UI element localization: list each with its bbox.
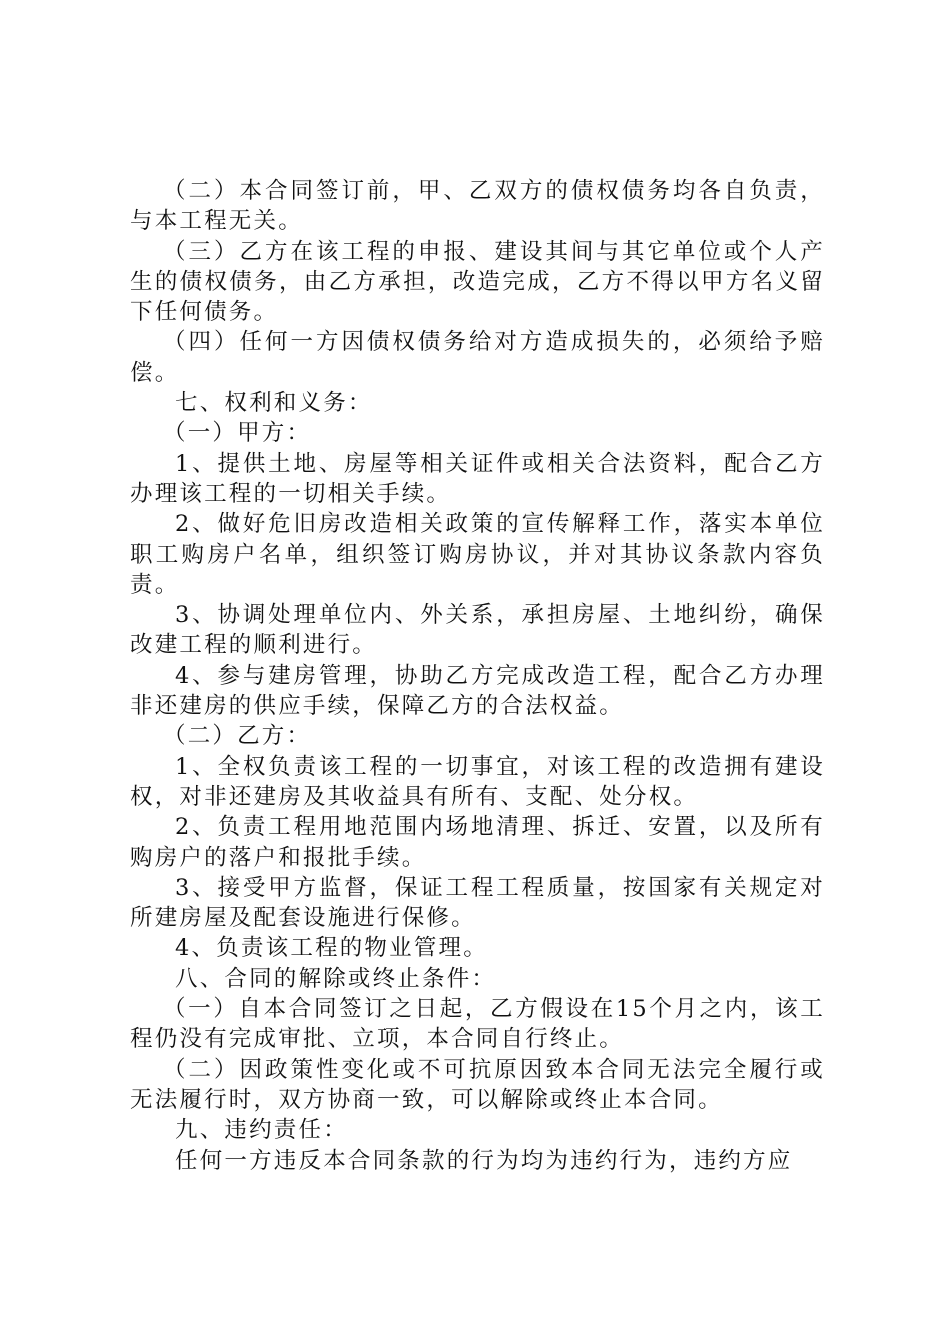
document-body bbox=[130, 176, 825, 1176]
paragraph-debt-clause-4: （四）任何一方因债权债务给对方造成损失的，必须给予赔偿。 bbox=[130, 329, 825, 386]
paragraph-party-a-item-4: 4、参与建房管理，协助乙方完成改造工程，配合乙方办理非还建房的供应手续，保障乙方的合法权益。 bbox=[130, 662, 825, 720]
paragraph-termination-clause-1: （一）自本合同签订之日起，乙方假设在15个月之内，该工程仍没有完成审批、立项，本合同自行终止。 bbox=[130, 996, 825, 1053]
paragraph-party-b-item-4: 4、负责该工程的物业管理。 bbox=[175, 935, 488, 962]
paragraph-party-a-item-1: 1、提供土地、房屋等相关证件或相关合法资料，配合乙方办理该工程的一切相关手续。 bbox=[130, 450, 825, 507]
section-heading-rights-obligations: 七、权利和义务： bbox=[175, 390, 373, 417]
paragraph-party-b-item-2: 2、负责工程用地范围内场地清理、拆迁、安置，以及所有购房户的落户和报批手续。 bbox=[130, 814, 825, 871]
paragraph-party-b-item-3: 3、接受甲方监督，保证工程工程质量，按国家有关规定对所建房屋及配套设施进行保修。 bbox=[130, 874, 825, 932]
subheading-party-a: （一）甲方： bbox=[163, 420, 312, 447]
paragraph-party-a-item-3: 3、协调处理单位内、外关系，承担房屋、土地纠纷，确保改建工程的顺利进行。 bbox=[130, 602, 825, 659]
paragraph-debt-clause-2: （二）本合同签订前，甲、乙双方的债权债务均各自负责，与本工程无关。 bbox=[130, 178, 825, 235]
paragraph-liability-text: 任何一方违反本合同条款的行为均为违约行为，违约方应 bbox=[175, 1147, 793, 1174]
paragraph-party-a-item-2: 2、做好危旧房改造相关政策的宣传解释工作，落实本单位职工购房户名单，组织签订购房协议，并对其协议条款内容负责。 bbox=[130, 511, 825, 598]
paragraph-termination-clause-2: （二）因政策性变化或不可抗原因致本合同无法完全履行或无法履行时，双方协商一致，可以解除或终止本合同。 bbox=[130, 1056, 825, 1113]
paragraph-debt-clause-3: （三）乙方在该工程的申报、建设其间与其它单位或个人产生的债权债务，由乙方承担，改造完成，乙方不得以甲方名义留下任何债务。 bbox=[130, 238, 825, 326]
subheading-party-b: （二）乙方： bbox=[163, 723, 312, 750]
section-heading-termination: 八、合同的解除或终止条件： bbox=[175, 965, 497, 992]
section-heading-liability: 九、违约责任： bbox=[175, 1117, 348, 1144]
paragraph-party-b-item-1: 1、全权负责该工程的一切事宜，对该工程的改造拥有建设权，对非还建房及其收益具有所有、支配、处分权。 bbox=[130, 753, 825, 810]
